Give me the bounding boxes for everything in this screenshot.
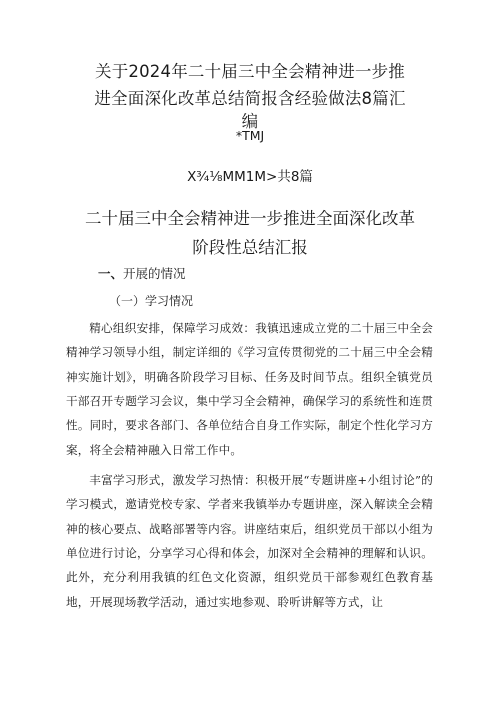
section-number: 一、 (98, 266, 124, 281)
body-paragraph-2: 丰富学习形式，激发学习热情：积极开展“专题讲座+小组讨论”的学习模式，邀请党校专家、学者来我镇举办专题讲座，深入解读全会精神的核心要点、战略部署等内容。讲座结束后，组织党员干部以小组为单位进行讨论，分享学习心得和体会，加深对全会精神的理解和认识。此外，充分利用我镇的红色文化资源，组织党员干部参观红色教育基地，开展现场教学活动，通过实地参观、聆听讲解等方式，让 (66, 473, 433, 609)
report-title-line-1: 二十届三中全会精神进一步推进全面深化改革 (85, 209, 415, 228)
subsection-heading: （一）学习情况 (109, 294, 194, 308)
garbled-text-line-2: X¾⅛MM1M>共8篇 (187, 169, 313, 185)
document-title-line-3: 编 (241, 112, 259, 131)
garbled-text-line-1: *TMJ (235, 128, 265, 143)
document-title-line-2: 进全面深化改革总结简报含经验做法8篇汇 (94, 89, 406, 108)
document-title-line-1: 关于2024年二十届三中全会精神进一步推 (95, 62, 405, 81)
section-heading (98, 264, 186, 284)
body-paragraph-1: 精心组织安排，保障学习成效：我镇迅速成立党的二十届三中全会精神学习领导小组，制定详细的《学习宣传贯彻党的二十届三中全会精神实施计划》，明确各阶段学习目标、任务及时间节点。组织全镇党员干部召开专题学习会议，集中学习全会精神，确保学习的系统性和连贯性。同时，要求各部门、各单位结合自身工作实际，制定个性化学习方案，将全会精神融入日常工作中。 (66, 321, 433, 457)
section-heading-text: 开展的情况 (123, 266, 186, 281)
report-title-line-2: 阶段性总结汇报 (192, 238, 308, 257)
